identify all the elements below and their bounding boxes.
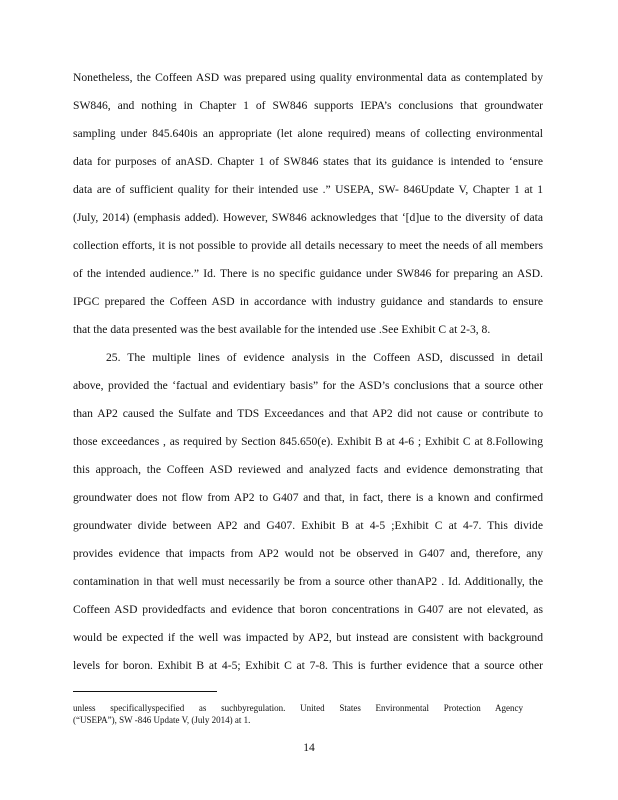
body-line: provides evidence that impacts from AP2 would not be observed in G407 and, therefore, any: [73, 547, 543, 560]
footnote-line: (“USEPA”), SW -846 Update V, (July 2014) at 1.: [73, 715, 251, 725]
body-line: data for purposes of anASD. Chapter 1 of SW846 states that its guidance is intended to ‘ensure: [73, 155, 543, 168]
body-line: that the data presented was the best available for the intended use .See Exhibit C at 2-3, 8.: [73, 323, 491, 336]
body-line: than AP2 caused the Sulfate and TDS Exceedances and that AP2 did not cause or contribute to: [73, 407, 543, 420]
body-line: Nonetheless, the Coffeen ASD was prepared using quality environmental data as contemplated by: [73, 71, 543, 84]
body-line: would be expected if the well was impacted by AP2, but instead are consistent with background: [73, 631, 543, 644]
body-line: groundwater divide between AP2 and G407. Exhibit B at 4-5 ;Exhibit C at 4-7. This divide: [73, 519, 543, 532]
body-line: those exceedances , as required by Section 845.650(e). Exhibit B at 4-6 ; Exhibit C at 8.Following: [73, 435, 543, 448]
body-line: data are of sufficient quality for their intended use .” USEPA, SW- 846Update V, Chapter 1 at 1: [73, 183, 543, 196]
body-line: (July, 2014) (emphasis added). However, SW846 acknowledges that ‘[d]ue to the diversity of data: [73, 211, 543, 224]
body-line: collection efforts, it is not possible to provide all details necessary to meet the needs of all members: [73, 239, 543, 252]
body-line: IPGC prepared the Coffeen ASD in accordance with industry guidance and standards to ensure: [73, 295, 543, 308]
body-line: Coffeen ASD providedfacts and evidence that boron concentrations in G407 are not elevated, as: [73, 603, 543, 616]
body-line: levels for boron. Exhibit B at 4-5; Exhibit C at 7-8. This is further evidence that a source other: [73, 659, 543, 672]
body-line: SW846, and nothing in Chapter 1 of SW846 supports IEPA’s conclusions that groundwater: [73, 99, 543, 112]
body-line: this approach, the Coffeen ASD reviewed and analyzed facts and evidence demonstrating that: [73, 463, 543, 476]
footnote-line: unless specificallyspecified as suchbyregulation. United States Environmental Protection Agency: [73, 703, 523, 713]
paragraph-25-first-line: 25. The multiple lines of evidence analysis in the Coffeen ASD, discussed in detail: [106, 351, 543, 364]
body-line: of the intended audience.” Id. There is no specific guidance under SW846 for preparing an ASD.: [73, 267, 543, 280]
footnote-separator: [73, 691, 217, 692]
body-line: sampling under 845.640is an appropriate (let alone required) means of collecting environmental: [73, 127, 543, 140]
body-line: groundwater does not flow from AP2 to G407 and that, in fact, there is a known and confirmed: [73, 491, 543, 504]
body-line: contamination in that well must necessarily be from a source other thanAP2 . Id. Additionally, the: [73, 575, 543, 588]
body-line: above, provided the ‘factual and evidentiary basis” for the ASD’s conclusions that a source other: [73, 379, 543, 392]
page-number: 14: [303, 741, 315, 754]
